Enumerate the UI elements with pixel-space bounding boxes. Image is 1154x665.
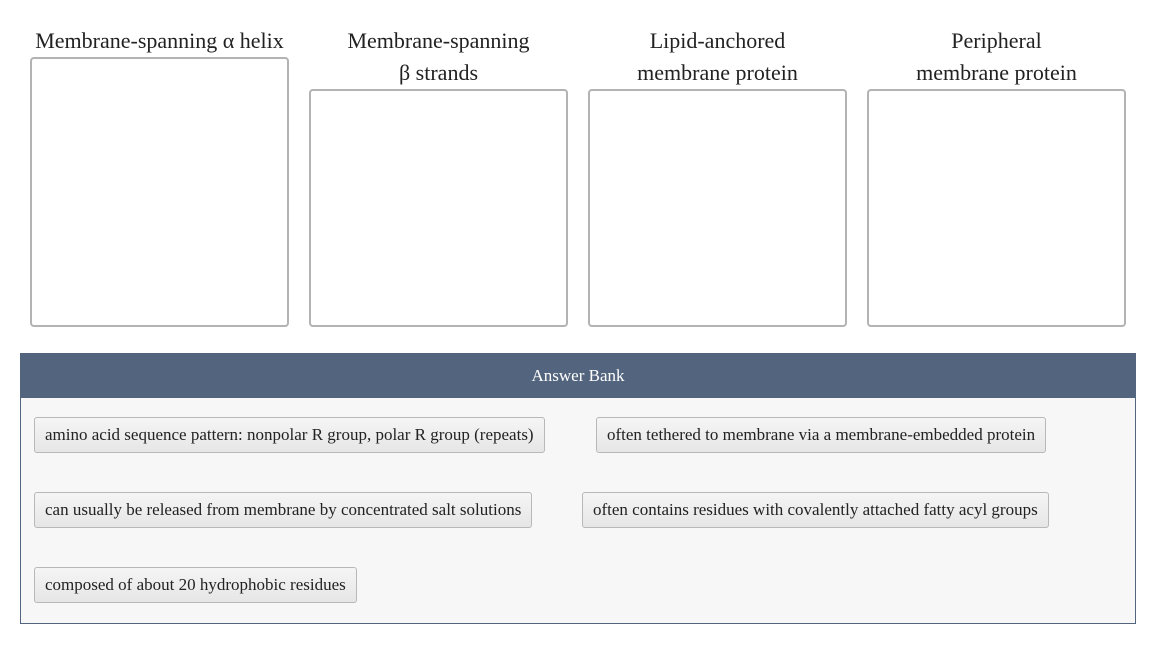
bin-title-peripheral-line1: Peripheral (951, 28, 1042, 53)
bin-lipid-anchored (588, 25, 847, 89)
bin-title-beta-strands-line1: Membrane-spanning (347, 28, 530, 53)
answer-chip-salt-release[interactable]: can usually be released from membrane by concentrated salt solutions (34, 492, 532, 528)
drop-zone-alpha-helix[interactable] (30, 57, 289, 327)
answer-bank-header: Answer Bank (21, 354, 1135, 398)
answer-bank[interactable] (20, 353, 1136, 624)
answer-chip-sequence-pattern[interactable]: amino acid sequence pattern: nonpolar R group, polar R group (repeats) (34, 417, 545, 453)
drop-zone-beta-strands[interactable] (309, 89, 568, 327)
bin-title-lipid-anchored-line1: Lipid-anchored (649, 28, 786, 53)
answer-chip-fatty-acyl[interactable]: often contains residues with covalently attached fatty acyl groups (582, 492, 1049, 528)
bin-beta-strands (309, 25, 568, 89)
answer-chip-tethered[interactable]: often tethered to membrane via a membrane-embedded protein (596, 417, 1046, 453)
bin-title-beta-strands-line2: β strands (398, 60, 479, 85)
drop-zone-lipid-anchored[interactable] (588, 89, 847, 327)
bin-title-alpha-helix: Membrane-spanning α helix (35, 28, 284, 53)
bin-title-lipid-anchored-line2: membrane protein (637, 60, 798, 85)
bin-alpha-helix (30, 25, 289, 57)
drop-zone-peripheral[interactable] (867, 89, 1126, 327)
bin-peripheral (867, 25, 1126, 89)
bin-title-peripheral-line2: membrane protein (916, 60, 1077, 85)
answer-chip-hydrophobic-residues[interactable]: composed of about 20 hydrophobic residues (34, 567, 357, 603)
